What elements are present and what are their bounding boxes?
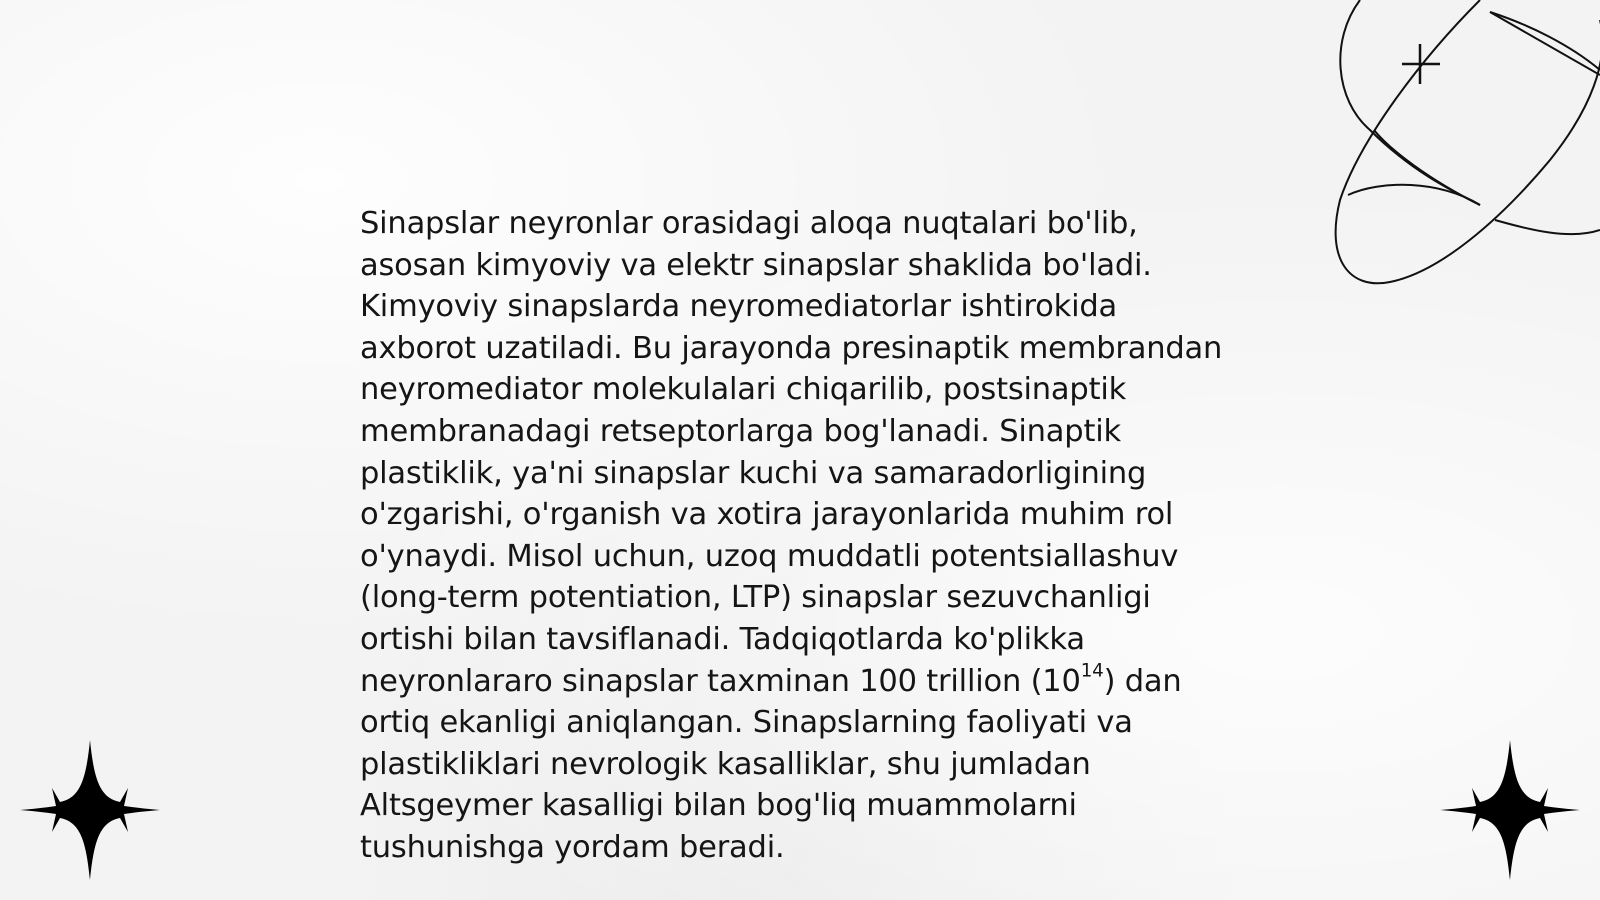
four-point-star-icon — [1440, 740, 1580, 880]
four-point-star-icon — [20, 740, 160, 880]
body-paragraph — [360, 203, 1240, 869]
body-text-part1: Sinapslar neyronlar orasidagi aloqa nuqtalari bo'lib, asosan kimyoviy va elektr sinapslar shaklida bo'ladi. Kimyoviy sinapslarda neyromediatorlar ishtirokida axborot uzatiladi. Bu jarayonda presinaptik membrandan neyromediator molekulalari chiqarilib, postsinaptik membranadagi retseptorlarga bog'lanadi. Sinaptik plastiklik, ya'ni sinapslar kuchi va samaradorligining o'zgarishi, o'rganish va xotira jarayonlarida muhim rol o'ynaydi. Misol uchun, uzoq muddatli potentsiallashuv (long-term potentiation, LTP) sinapslar sezuvchanligi ortishi bilan tavsiflanadi. Tadqiqotlarda ko'plikka neyronlararo sinapslar taxminan 100 trillion (10 — [360, 206, 1223, 699]
body-text-part2: ) dan ortiq ekanligi aniqlangan. Sinapslarning faoliyati va plastikliklari nevrologik kasalliklar, shu jumladan Altsgeymer kasalligi bilan bog'liq muammolarni tushunishga yordam beradi. — [360, 663, 1182, 865]
exponent: 14 — [1080, 659, 1104, 681]
orbit-lines-icon — [1330, 0, 1600, 290]
